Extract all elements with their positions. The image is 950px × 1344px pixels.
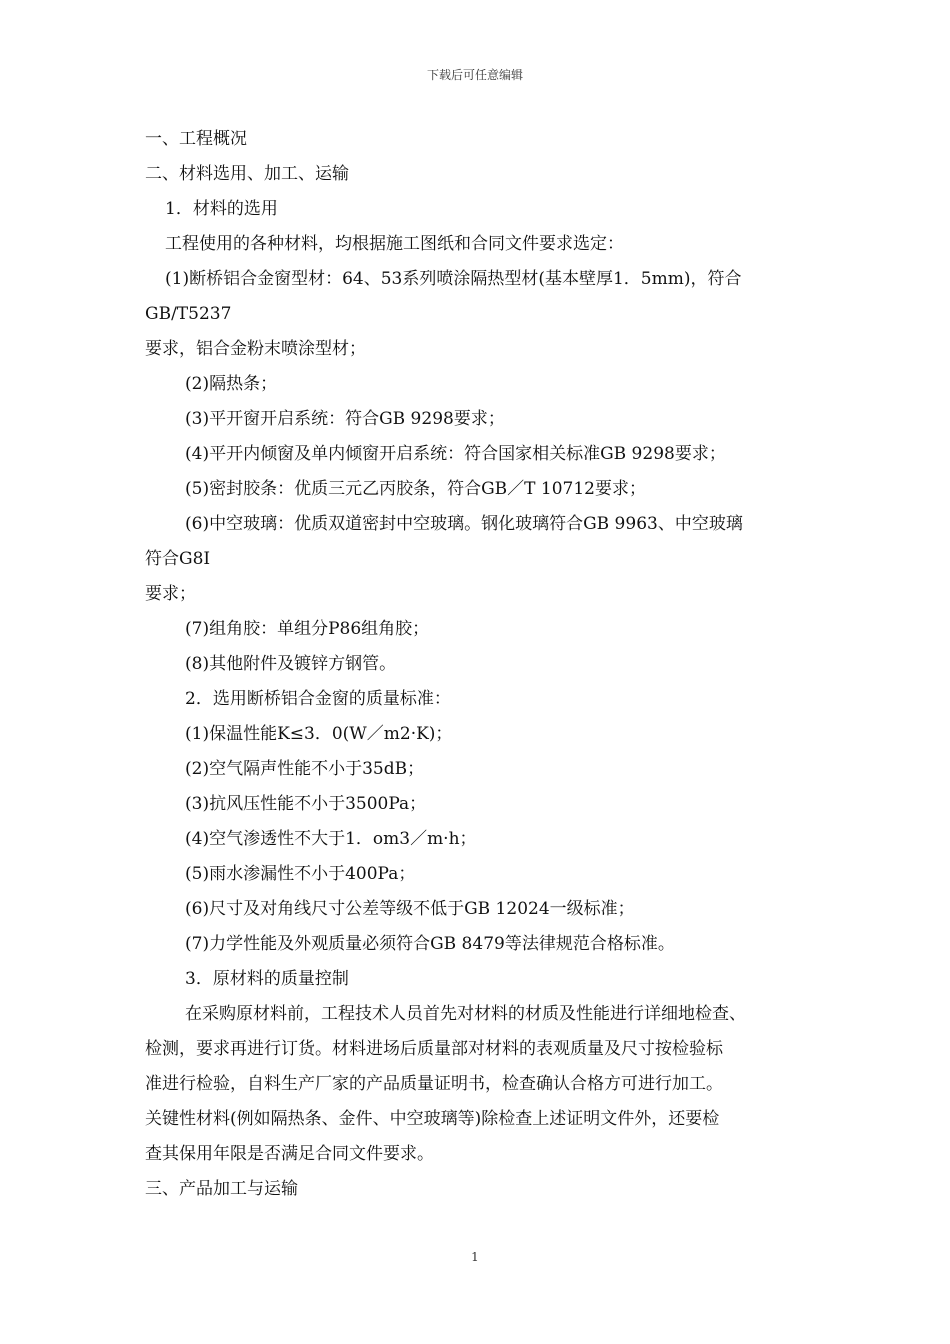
paragraph-line: 符合G8I <box>145 549 211 569</box>
list-item: (4)空气渗透性不大于1．om3／m·h； <box>185 829 477 849</box>
document-body <box>145 122 815 1207</box>
list-item: (4)平开内倾窗及单内倾窗开启系统：符合国家相关标准GB 9298要求； <box>185 444 726 464</box>
paragraph-line: GB/T5237 <box>145 304 232 324</box>
list-item: (8)其他附件及镀锌方钢管。 <box>185 654 397 674</box>
list-item: (3)抗风压性能不小于3500Pa； <box>185 794 427 814</box>
list-item: (7)组角胶：单组分P86组角胶； <box>185 619 430 639</box>
subsection-heading: 1．材料的选用 <box>165 199 278 219</box>
paragraph-line: 检测，要求再进行订货。材料进场后质量部对材料的表观质量及尺寸按检验标 <box>145 1039 723 1059</box>
list-item: (7)力学性能及外观质量必须符合GB 8479等法律规范合格标准。 <box>185 934 675 954</box>
paragraph-line: 准进行检验，自料生产厂家的产品质量证明书，检查确认合格方可进行加工。 <box>145 1074 723 1094</box>
paragraph-line: 查其保用年限是否满足合同文件要求。 <box>145 1144 434 1164</box>
list-item: (2)空气隔声性能不小于35dB； <box>185 759 425 779</box>
paragraph-line: 工程使用的各种材料，均根据施工图纸和合同文件要求选定： <box>165 234 624 254</box>
section-heading: 二、材料选用、加工、运输 <box>145 164 349 184</box>
paragraph-line: 要求； <box>145 584 196 604</box>
list-item: (1)断桥铝合金窗型材：64、53系列喷涂隔热型材(基本壁厚1．5mm)，符合 <box>165 269 742 289</box>
section-heading: 一、工程概况 <box>145 129 247 149</box>
subsection-heading: 3．原材料的质量控制 <box>185 969 349 989</box>
list-item: (5)密封胶条：优质三元乙丙胶条，符合GB／T 10712要求； <box>185 479 646 499</box>
page-header: 下载后可任意编辑 <box>426 68 523 82</box>
list-item: (5)雨水渗漏性不小于400Pa； <box>185 864 416 884</box>
subsection-heading: 2．选用断桥铝合金窗的质量标准： <box>185 689 451 709</box>
list-item: (2)隔热条； <box>185 374 278 394</box>
section-heading: 三、产品加工与运输 <box>145 1179 298 1199</box>
list-item: (1)保温性能K≤3．0(W／m2·K)； <box>185 724 453 744</box>
list-item: (6)尺寸及对角线尺寸公差等级不低于GB 12024一级标准； <box>185 899 635 919</box>
list-item: (6)中空玻璃：优质双道密封中空玻璃。钢化玻璃符合GB 9963、中空玻璃 <box>185 514 743 534</box>
page-number: 1 <box>471 1250 479 1264</box>
paragraph-line: 关键性材料(例如隔热条、金件、中空玻璃等)除检查上述证明文件外，还要检 <box>145 1109 720 1129</box>
list-item: (3)平开窗开启系统：符合GB 9298要求； <box>185 409 505 429</box>
paragraph-line: 在采购原材料前，工程技术人员首先对材料的材质及性能进行详细地检查、 <box>185 1004 746 1024</box>
paragraph-line: 要求，铝合金粉末喷涂型材； <box>145 339 366 359</box>
